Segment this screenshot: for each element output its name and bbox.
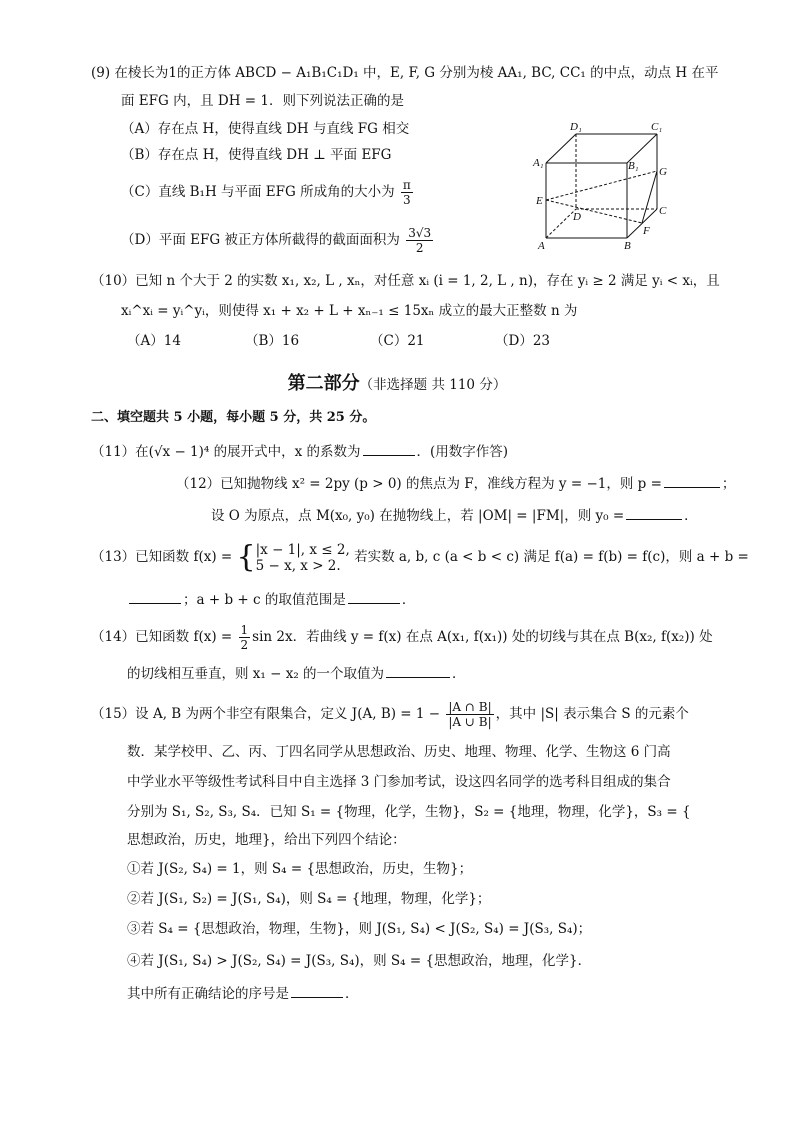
- label-d1: D₁: [570, 121, 582, 133]
- q10-line1: （10）已知 n 个大于 2 的实数 x₁, x₂, L , xₙ，对任意 xᵢ (i = 1, 2, L , n)，存在 yᵢ ≥ 2 满足 yᵢ < xᵢ，且: [91, 273, 720, 289]
- q11: [91, 441, 508, 462]
- label-a1: A₁: [533, 157, 544, 169]
- q10-line2: xᵢ^xᵢ = yᵢ^yᵢ，则使得 x₁ + x₂ + L + xₙ₋₁ ≤ 15xₙ 成立的最大正整数 n 为: [121, 303, 578, 319]
- q12-line2-text: 设 O 为原点，点 M(x₀, y₀) 在抛物线上，若 |OM| = |FM|，则 y₀ =: [211, 508, 625, 524]
- label-c1: C₁: [651, 121, 663, 133]
- q13-case1: |x − 1|, x ≤ 2,: [255, 541, 350, 558]
- edge-b1c1: [627, 134, 657, 163]
- q9-option-a: （A）存在点 H，使得直线 DH 与直线 FG 相交: [121, 121, 410, 137]
- q9-option-c: [121, 172, 415, 212]
- label-b: B: [624, 240, 631, 252]
- q15-final: [127, 983, 359, 1004]
- section-two-heading: 二、填空题共 5 小题，每小题 5 分，共 25 分。: [91, 410, 376, 425]
- q12-line1-text: （12）已知抛物线 x² = 2py (p > 0) 的焦点为 F，准线方程为 y = −1，则 p =: [176, 476, 662, 492]
- q9-option-c-fraction: [401, 178, 413, 207]
- q10-option-a: （A）14: [127, 333, 181, 349]
- q12-line1-tail: ；: [721, 476, 736, 492]
- edge-ad: [546, 209, 576, 238]
- q15-conclusion-2: ②若 J(S₁, S₂) = J(S₁, S₄)，则 S₄ = {地理，物理，化学}；: [127, 891, 491, 907]
- q9-option-b: （B）存在点 H，使得直线 DH ⊥ 平面 EFG: [121, 147, 392, 163]
- q15-text-post: ，其中 |S| 表示集合 S 的元素个: [495, 706, 689, 722]
- q15-answer-blank[interactable]: [291, 983, 343, 998]
- q9-option-d-fraction: [406, 226, 433, 255]
- segment-fg: [642, 171, 657, 223]
- q9-line1: (9) 在棱长为1的正方体 ABCD − A₁B₁C₁D₁ 中，E, F, G 分别为棱 AA₁, BC, CC₁ 的中点，动点 H 在平: [91, 65, 719, 81]
- q10-option-b: （B）16: [245, 333, 300, 349]
- q11-tail: ．(用数字作答): [416, 444, 509, 460]
- q10-option-c: （C）21: [370, 333, 425, 349]
- q14-denominator: 2: [240, 638, 249, 652]
- label-g: G: [659, 166, 667, 178]
- q13-line2: [127, 589, 415, 610]
- label-b1: B₁: [628, 160, 639, 172]
- q13-line2-text: ；a + b + c 的取值范围是: [183, 592, 346, 608]
- q13-range-blank[interactable]: [348, 589, 400, 604]
- part-two-subtitle: （非选择题 共 110 分）: [359, 377, 507, 393]
- label-f: F: [643, 225, 650, 237]
- q15-text: （15）设 A, B 为两个非空有限集合，定义 J(A, B) = 1 −: [91, 706, 441, 722]
- q15-line3: 中学业水平等级性考试科目中自主选择 3 门参加考试，设这四名同学的选考科目组成的集合: [127, 774, 671, 790]
- q14-line2-tail: ．: [452, 666, 466, 682]
- q12-line1: [176, 473, 735, 494]
- q14-answer-blank[interactable]: [386, 663, 450, 678]
- q12-p-blank[interactable]: [664, 473, 720, 488]
- q15-conclusion-3: ③若 S₄ = {思想政治，物理，生物}，则 J(S₁, S₄) < J(S₂, S₄) = J(S₃, S₄)；: [127, 921, 592, 937]
- q9-option-d-denominator: 2: [415, 241, 424, 255]
- q13-line2-tail: ．: [401, 592, 416, 608]
- q14-line2-text: 的切线相互垂直，则 x₁ − x₂ 的一个取值为: [127, 666, 385, 682]
- q13-case2: 5 − x, x > 2.: [255, 557, 341, 574]
- q9-option-c-text: （C）直线 B₁H 与平面 EFG 所成角的大小为: [121, 184, 395, 200]
- q9-option-c-numerator: π: [402, 178, 411, 192]
- q15-fraction: [446, 700, 493, 729]
- q10-option-d: （D）23: [495, 333, 551, 349]
- q13-line1: [91, 535, 749, 579]
- q9-line2: 面 EFG 内，且 DH = 1．则下列说法正确的是: [121, 93, 404, 109]
- q13-piecewise: [256, 542, 350, 574]
- q15-denominator: |A ∪ B|: [448, 715, 492, 729]
- label-d: D: [573, 211, 581, 223]
- part-two-heading: [0, 369, 794, 395]
- cube-figure: [532, 118, 672, 253]
- q13-brace: {: [236, 539, 256, 575]
- q9-option-c-denominator: 3: [403, 193, 411, 207]
- q11-text: （11）在(√x − 1)⁴ 的展开式中，x 的系数为: [91, 444, 361, 460]
- edge-a1d1: [546, 134, 576, 163]
- q15-line2: 数．某学校甲、乙、丙、丁四名同学从思想政治、历史、地理、物理、化学、生物这 6 门高: [127, 744, 671, 760]
- label-c: C: [659, 205, 667, 217]
- q9-option-d-numerator: 3√3: [408, 226, 432, 240]
- q14-line2: [127, 663, 466, 684]
- q13-condition: 若实数 a, b, c (a < b < c) 满足 f(a) = f(b) = f(c)，则 a + b =: [354, 549, 749, 565]
- q15-line4: 分别为 S₁, S₂, S₃, S₄．已知 S₁ = {物理，化学，生物}，S₂ = {地理，物理，化学}，S₃ = {: [127, 804, 691, 820]
- q14-numerator: 1: [240, 623, 249, 637]
- label-e: E: [536, 195, 543, 207]
- q14-text: （14）已知函数 f(x) =: [91, 629, 233, 645]
- q9-option-d-text: （D）平面 EFG 被正方体所截得的截面面积为: [121, 232, 400, 248]
- part-two-title: 第二部分: [287, 373, 360, 394]
- q15-line5: 思想政治，历史，地理}，给出下列四个结论：: [127, 832, 406, 848]
- q12-line2-tail: ．: [684, 508, 698, 524]
- q15-final-tail: ．: [345, 986, 359, 1002]
- segment-ef: [546, 200, 642, 223]
- q13-sum-blank[interactable]: [129, 589, 181, 604]
- q13-text: （13）已知函数 f(x) =: [91, 549, 233, 565]
- q9-option-d: [121, 220, 435, 260]
- q14-text-mid: sin 2x．若曲线 y = f(x) 在点 A(x₁, f(x₁)) 处的切线与其在点 B(x₂, f(x₂)) 处: [252, 629, 713, 645]
- q15-conclusion-1: ①若 J(S₂, S₄) = 1，则 S₄ = {思想政治，历史，生物}；: [127, 861, 473, 877]
- q15-final-text: 其中所有正确结论的序号是: [127, 986, 289, 1002]
- q14-fraction: [239, 623, 251, 652]
- q15-numerator: |A ∩ B|: [448, 700, 492, 714]
- edge-bc: [627, 209, 657, 238]
- segment-eg: [546, 171, 657, 200]
- q11-answer-blank[interactable]: [363, 441, 415, 456]
- label-a: A: [538, 240, 545, 252]
- q15-conclusion-4: ④若 J(S₁, S₄) > J(S₂, S₄) = J(S₃, S₄)，则 S₄ = {思想政治，地理，化学}．: [127, 953, 592, 969]
- q15-line1: [91, 694, 689, 734]
- q14-line1: [91, 617, 713, 657]
- q12-line2: [211, 505, 698, 526]
- q12-y0-blank[interactable]: [626, 505, 682, 520]
